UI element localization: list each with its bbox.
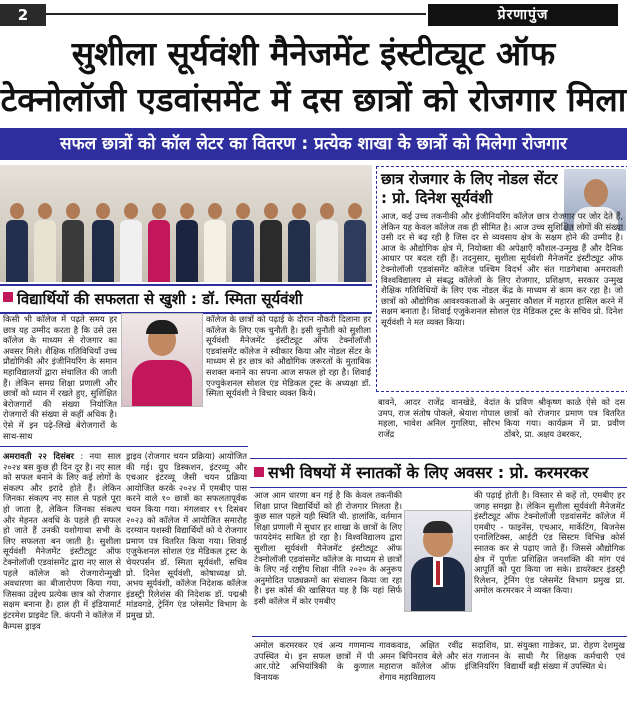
photo-person xyxy=(232,203,254,282)
photo-person xyxy=(6,203,28,282)
section2-col-left: आज आम धारणा बन गई है कि केवल तकनीकी शिक्षा प्राप्त विद्यार्थियों को ही रोजगार मिलता है। कुछ साल पहले यही स्थिति थी. हालांकि, वर्तमान शिक्षा प्रणाली में सुधार हर शाखा के छात्रों के लिए फायदेमंद साबित हो रहा है। विश्वविद्यालय द्वारा सुशीला सूर्यवंशी मैनेजमेंट इंस्टीट्यूट ऑफ टेक्नोलॉजी एडवांसमेंट कॉलेज के माध्यम से छात्रों के लिए नई राष्ट्रीय शिक्षा नीति २०२० के अनुरूप अनुमोदित पाठ्यक्रमों का संचालन किया जा रहा है। इस कोर्स की खासियत यह है कि यहां सिर्फ इसी कॉलेज में कोर एमबीए xyxy=(254,490,402,606)
photo-person xyxy=(260,203,282,282)
section1-col-right: कॉलेज के छात्रों को पढ़ाई के दौरान नौकरी दिलाना हर कॉलेज के लिए एक चुनौती है। इसी चुनौती को सुशीला सूर्यवंशी मैनेजमेंट इंस्टीट्यूट ऑफ टेक्नोलॉजी एडवांसमेंट कॉलेज ने स्वीकार किया और नोडल सेंटर के माध्यम से हर छात्र को औद्योगिक जरूरतों के मुताबिक सशक्त बनाने का सपना आज सफल हो रहा है। शिवाई एज्युकेशनल सोशल एंड मेडिकल ट्रस्ट के अध्यक्षा डॉ. स्मिता सूर्यवंशी ने विचार व्यक्त किये। xyxy=(206,314,371,399)
photo-person xyxy=(344,203,366,282)
middle-strip-col-2: के प्रविण श्रीकृष्ण काळे ऐसे को दस छात्रों को रोजगार प्रमाण पत्र वितरित किया गया। कार्यक्रम में प्रा. प्रवीण ठोंबरे, प्रा. अक्षय उंबरकर, xyxy=(504,397,625,439)
bottom-strip-col-1: अमोल करमरकर एवं अन्य गणमान्य उपस्थित थे। इन सफल छात्रों में पी आर.पोटे अभियांत्रिकी के कुणाल विनायक xyxy=(254,640,374,682)
photo-person xyxy=(204,203,226,282)
sidebar-body: आज, कई उच्च तकनीकी और इंजीनियरिंग कॉलेज छात्र रोजगार पर जोर देते हैं, लेकिन यह केवल कॉलेज तक ही सीमित है। आज उच्च सुशिक्षित लोगों की संख्या उसी दर से बढ़ रही है जिस दर से व्यवसाय क्षेत्र के सक्षम होने की उम्मीद है। आज के औद्योगिक क्षेत्र में, नियोक्ता की अपेक्षाएँ कौशल-उन्मुख हैं और दैनिक आधार पर बदल रही हैं। तदनुसार, सुशीला सूर्यवंशी मैनेजमेंट इंस्टीट्यूट ऑफ टेक्नोलॉजी एडवांसमेंट कॉलेज पश्चिम विदर्भ और संत गाडगेबाबा अमरावती विश्वविद्यालय से संबद्ध कॉलेजों के लिए रोजगार, प्रशिक्षण, सरकार उन्मुख शैक्षिक गतिविधियों के लिए एक नोडल केंद्र के माध्यम से काम कर रहा है। जो छात्रों को औद्योगिक आवश्यकताओं के अनुसार कौशल में महारत हासिल करने में सक्षम बनाता है। शिवाई एजुकेशनल सोशल एंड मेडिकल ट्रस्ट के सचिव प्रो. दिनेश सूर्यवंशी ने मत व्यक्त किया। xyxy=(381,211,623,327)
main-article-col-2: ड्राइव (रोजगार चयन प्रक्रिया) आयोजित की गई। ग्रुप डिस्कशन, इंटरव्यू और एचआर इंटरव्यू जैसी चयन प्रक्रिया आयोजित करके २०२४ में एमबीए पास करने वाले १० छात्रों का सफलतापूर्वक चयन किया गया। मंगलवार १९ दिसंबर २०२३ को कॉलेज में आयोजित समारोह दरम्यान यशस्वी विद्यार्थियों को ये रोजगार प्रमाण पत्र वितरित किया गया। शिवाई एजुकेशनल सोशल एंड मेडिकल ट्रस्ट के चेयरपर्सन डॉ. स्मिता सूर्यवंशी, सचिव प्रो. दिनेश सूर्यवंशी, कोषाध्यक्ष प्रो. अभय सूर्यवंशी, कॉलेज निदेशक कॉलेज इंडस्ट्री रिलेशंस की निदेशक डॉ. पद्मश्री मांडवगडे, ट्रेनिंग एंड प्लेसमेंट विभाग के प्रमुख प्रो. xyxy=(126,451,247,620)
page-number: 2 xyxy=(0,4,46,26)
middle-strip-col-1: बावने, आदर राजेंद्र वानखेडे, वेदांत उमप, राज संतोष पोकले, श्रेयाश गोपाल महला, भावेश अनिल गुगलिया, सौरभ राजेंद्र xyxy=(378,397,500,439)
headline-line-1: सुशीला सूर्यवंशी मैनेजमेंट इंस्टीट्यूट ऑफ xyxy=(71,34,556,73)
section-marker xyxy=(254,467,264,477)
main-article-col-1 xyxy=(3,451,121,715)
photo-person xyxy=(34,203,56,282)
group-photo xyxy=(0,165,372,282)
photo-person xyxy=(316,203,338,282)
masthead-logo: प्रेरणापुंज xyxy=(428,4,618,26)
column-rule xyxy=(0,446,248,447)
portrait-smita-photo xyxy=(121,313,203,407)
dateline: अमरावती २२ दिसंबर xyxy=(3,451,74,461)
photo-person xyxy=(176,203,198,282)
header-rule xyxy=(46,13,426,15)
photo-person xyxy=(92,203,114,282)
subhead-ribbon: सफल छात्रों को कॉल लेटर का वितरण : प्रत्येक शाखा के छात्रों को मिलेगा रोजगार xyxy=(0,128,627,160)
photo-person xyxy=(62,203,84,282)
headline-line-2: टेक्नोलॉजी एडवांसमेंट में दस छात्रों को रोजगार मिला xyxy=(0,80,627,119)
photo-person xyxy=(288,203,310,282)
section2-title: सभी विषयों में स्नातकों के लिए अवसर : प्रो. करमरकर xyxy=(268,463,589,482)
section1-header xyxy=(0,284,372,314)
section1-col-left: किसी भी कॉलेज में पढ़ते समय हर छात्र यह उम्मीद करता है कि उसे उस कॉलेज के माध्यम से रोजगार का अवसर मिले। शैक्षिक गतिविधियाँ उच्च प्रौद्योगिकी और इंजीनियरिंग के समान महाविद्यालयों द्वारा संचालित की जाती हैं। लेकिन समग्र शिक्षा प्रणाली और छात्रों को ध्यान में रखते हुए, सुशिक्षित बेरोजगारों की संख्या नियोजित रोजगारों की संख्या से कहीं अधिक है। ऐसे में इन पढ़े-लिखे बेरोजगारों के साथ-साथ xyxy=(3,314,117,441)
photo-person xyxy=(148,203,170,282)
main-article-col-1-text: : नया साल २०२४ बस कुछ ही दिन दूर है। नए साल को सफल बनाने के लिए कई लोगों के संकल्प और इरादे होते हैं। लेकिन जिनका संकल्प नए साल से पहले पूरा हो जाता है, लेकिन जिनका संकल्प और मेहनत अवधि के पहले ही सफल हो जाते हैं उनकी यशोगाथा सभी के लिए सफलता बन जाती है। सुशीला सूर्यवंशी मैनेजमेंट इंस्टीट्यूट ऑफ टेक्नोलॉजी एडवांसमेंट द्वारा नए साल से पहले कॉलेज को रोजगारोन्मुखी अवधारणा का बीजारोपण किया गया, जिसका उद्देश्य प्रत्येक छात्र को रोजगार सक्षम बनाना है। हाल ही में इंडियामार्ट इंटरमेश प्राइवेट लि. कंपनी ने कॉलेज में कैम्पस ड्राइव xyxy=(3,451,121,631)
column-rule xyxy=(252,636,627,637)
sidebar-title: छात्र रोजगार के लिए नोडल सेंटर : प्रो. दिनेश सूर्यवंशी xyxy=(381,170,558,207)
bottom-strip-col-2: गावकवाड, अक्षित रवींद्र सदाशिव, अमन बिपिनराव बेले और संत गजानन महाराज कॉलेज ऑफ इंजिनियरिंग शेगाव महाविद्यालय xyxy=(379,640,499,682)
photo-person xyxy=(120,203,142,282)
bottom-strip-col-3: प्रा. संयुक्ता गाडेकर, प्रा. रोहण देशमुख के साथी गैर शिक्षक कर्मचारी एवं विद्यार्थी बड़ी संख्या में उपस्थित थे। xyxy=(504,640,625,672)
sidebar-box xyxy=(376,166,627,392)
section-marker xyxy=(3,292,13,302)
section2-header xyxy=(250,458,627,488)
section1-title: विद्यार्थियों की सफलता से खुशी : डॉ. स्मिता सूर्यवंशी xyxy=(17,290,303,308)
portrait-karmarkar-photo xyxy=(404,510,472,612)
section2-col-right: की पढ़ाई होती है। विस्तार से कहें तो, एमबीए हर जगह समझा है। लेकिन सुशीला सूर्यवंशी मैनेजमेंट इंस्टीट्यूट ऑफ टेक्नोलॉजी एडवांसमेंट कॉलेज में एमबीए - फाइनेंस, एचआर, मार्केटिंग, बिजनेस एनालिटिक्स, आईटी एंड सिस्टम विभिन्न कोर्स स्नातक कर से पढ़ाए जाते हैं। जिससे औद्योगिक क्षेत्र में पूर्णतः प्रशिक्षित जनशक्ति की मांग एवं आपूर्ति को पूरा किया जा सके। डायरेक्टर इंडस्ट्री रिलेशन, ट्रेनिंग एंड प्लेसमेंट विभाग प्रमुख प्रा. अमोल करमरकर ने व्यक्त किया। xyxy=(474,490,625,596)
